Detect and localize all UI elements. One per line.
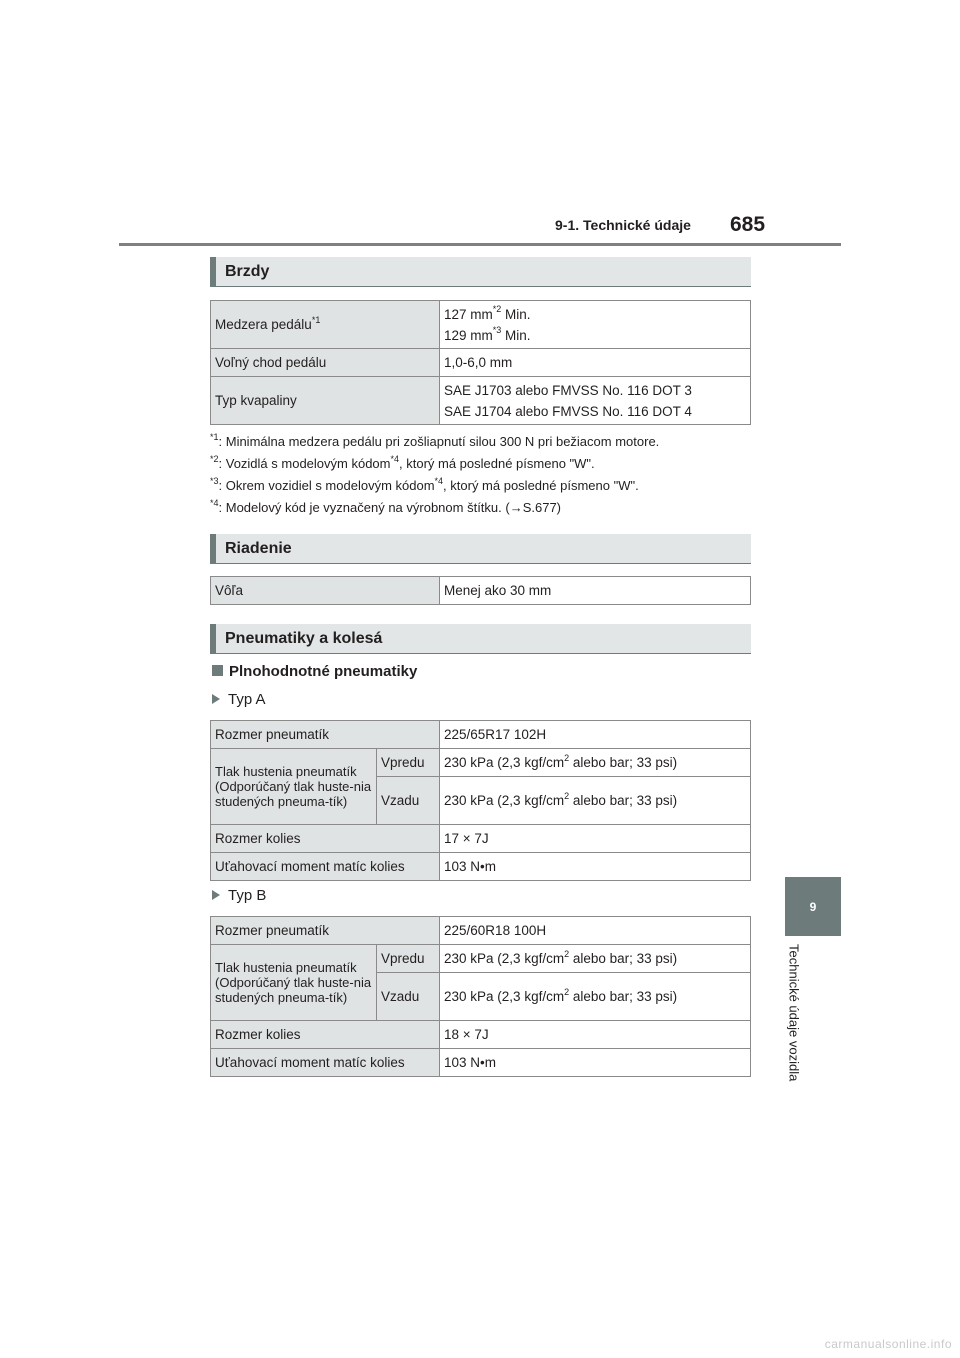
tire-pressure-label: Tlak hustenia pneumatík (Odporúčaný tlak huste-nia studených pneuma-tík) bbox=[211, 749, 377, 825]
table-row bbox=[211, 721, 751, 749]
wheel-size-value: 17 × 7J bbox=[440, 825, 751, 853]
chapter-label-text: Technické údaje vozidla bbox=[786, 944, 802, 1082]
header-divider bbox=[119, 243, 841, 246]
chapter-tab bbox=[785, 877, 841, 936]
free-play-value: Menej ako 30 mm bbox=[440, 577, 751, 605]
rear-pressure-value: 230 kPa (2,3 kgf/$cm^2$ alebo bar; 33 psi) bbox=[440, 777, 751, 825]
table-row bbox=[211, 945, 751, 973]
chapter-number: 9 bbox=[809, 899, 817, 914]
pedal-gap-label: Medzera pedálu$^{*1}$ bbox=[211, 301, 440, 349]
page-number: 685 bbox=[730, 213, 766, 236]
fluid-type-value: SAE J1703 alebo FMVSS No. 116 DOT 3 SAE J1704 alebo FMVSS No. 116 DOT 4 bbox=[440, 377, 751, 425]
square-bullet-icon bbox=[212, 665, 223, 676]
tire-size-label: Rozmer pneumatík bbox=[211, 721, 440, 749]
footnote-1: $^{*1}$: Minimálna medzera pedálu pri zošliapnutí silou 300 N pri bežiacom motore. bbox=[210, 431, 660, 449]
table-row bbox=[211, 577, 751, 605]
wheel-size-value: 18 × 7J bbox=[440, 1021, 751, 1049]
type-a-table bbox=[210, 720, 751, 881]
table-row bbox=[211, 349, 751, 377]
free-play-label: Vôľa bbox=[211, 577, 440, 605]
table-row bbox=[211, 917, 751, 945]
type-b-table bbox=[210, 916, 751, 1077]
pedal-play-value: 1,0-6,0 mm bbox=[440, 349, 751, 377]
steering-heading: Riadenie bbox=[210, 534, 751, 564]
full-size-tires-heading: Plnohodnotné pneumatiky bbox=[212, 663, 417, 680]
section-title: 9-1. Technické údaje bbox=[555, 217, 691, 233]
type-a-heading: Typ A bbox=[212, 691, 266, 708]
front-pressure-value: 230 kPa (2,3 kgf/$cm^2$ alebo bar; 33 psi) bbox=[440, 945, 751, 973]
brakes-table bbox=[210, 300, 751, 425]
footnote-3: $^{*3}$: Okrem vozidiel s modelovým kódom$^{*4}$, ktorý má posledné písmeno "W". bbox=[210, 475, 639, 493]
wheel-size-label: Rozmer kolies bbox=[211, 1021, 440, 1049]
fluid-type-label: Typ kvapaliny bbox=[211, 377, 440, 425]
tire-size-label: Rozmer pneumatík bbox=[211, 917, 440, 945]
front-pressure-value: 230 kPa (2,3 kgf/$cm^2$ alebo bar; 33 psi) bbox=[440, 749, 751, 777]
steering-table bbox=[210, 576, 751, 605]
front-label: Vpredu bbox=[377, 749, 440, 777]
wheel-size-label: Rozmer kolies bbox=[211, 825, 440, 853]
watermark: carmanualsonline.info bbox=[0, 1337, 960, 1358]
triangle-bullet-icon bbox=[212, 694, 220, 704]
tire-size-value: 225/65R17 102H bbox=[440, 721, 751, 749]
pedal-play-label: Voľný chod pedálu bbox=[211, 349, 440, 377]
footnotes bbox=[210, 431, 755, 519]
torque-label: Uťahovací moment matíc kolies bbox=[211, 1049, 440, 1077]
table-row bbox=[211, 301, 751, 349]
triangle-bullet-icon bbox=[212, 890, 220, 900]
torque-value: 103 N•m bbox=[440, 853, 751, 881]
table-row bbox=[211, 1021, 751, 1049]
arrow-icon: → bbox=[509, 500, 523, 515]
table-row bbox=[211, 825, 751, 853]
tire-size-value: 225/60R18 100H bbox=[440, 917, 751, 945]
wheels-heading: Pneumatiky a kolesá bbox=[210, 624, 751, 654]
rear-pressure-value: 230 kPa (2,3 kgf/$cm^2$ alebo bar; 33 psi) bbox=[440, 973, 751, 1021]
table-row bbox=[211, 853, 751, 881]
pedal-gap-value: 127 $mm^{*2}$ Min. 129 $mm^{*3}$ Min. bbox=[440, 301, 751, 349]
table-row bbox=[211, 377, 751, 425]
brakes-heading: Brzdy bbox=[210, 257, 751, 287]
front-label: Vpredu bbox=[377, 945, 440, 973]
footnote-2: $^{*2}$: Vozidlá s modelovým kódom$^{*4}$, ktorý má posledné písmeno "W". bbox=[210, 453, 595, 471]
page-reference-link[interactable]: S.677) bbox=[522, 500, 562, 515]
type-b-heading: Typ B bbox=[212, 887, 266, 904]
rear-label: Vzadu bbox=[377, 973, 440, 1021]
footnote-4: $^{*4}$: Modelový kód je vyznačený na výrobnom štítku. (→S.677) bbox=[210, 497, 562, 515]
torque-value: 103 N•m bbox=[440, 1049, 751, 1077]
chapter-label bbox=[783, 944, 805, 1114]
tire-pressure-label: Tlak hustenia pneumatík (Odporúčaný tlak huste-nia studených pneuma-tík) bbox=[211, 945, 377, 1021]
table-row bbox=[211, 749, 751, 777]
table-row bbox=[211, 1049, 751, 1077]
torque-label: Uťahovací moment matíc kolies bbox=[211, 853, 440, 881]
rear-label: Vzadu bbox=[377, 777, 440, 825]
